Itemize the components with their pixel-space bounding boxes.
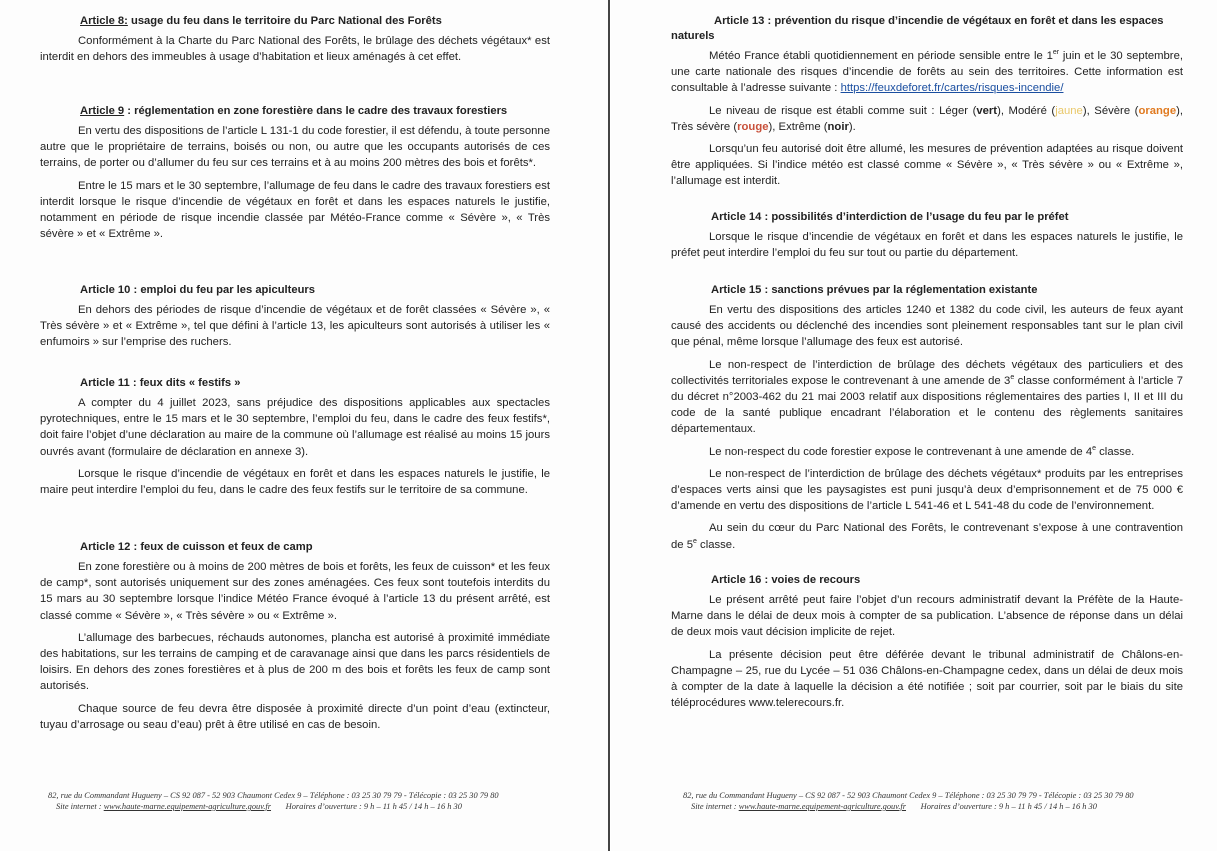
footer-address: 82, rue du Commandant Hugueny – CS 92 087 - 52 903 Chaumont Cedex 9 – Téléphone : 03 25 30 79 79 - Télécopie : 03 25 30 79 80: [48, 791, 499, 800]
article-13-p1-sup: er: [1052, 49, 1060, 57]
article-11-title: : feux dits « festifs »: [129, 377, 241, 389]
article-14-paragraph-1: Lorsque le risque d’incendie de végétaux en forêt et dans les espaces naturels le justifie, le préfet peut interdire l’emploi du feu sur tout ou partie du département.: [671, 231, 1183, 260]
left-page-footer: [48, 790, 499, 812]
article-13-p2-text-d: ), Très sévère (: [671, 104, 1184, 133]
article-15-paragraph-5: [671, 520, 1183, 552]
footer-opening-hours: Horaires d’ouverture : 9 h – 11 h 45 / 14 h – 16 h 30: [920, 802, 1097, 811]
article-15-paragraph-3: [671, 444, 1183, 460]
article-10-number: Article 10: [80, 284, 131, 296]
article-15-p5-text-a: Au sein du cœur du Parc National des Forêts, le contrevenant s’expose à une contravention de 5: [671, 522, 1183, 551]
article-16-paragraph-2: La présente décision peut être déférée devant le tribunal administratif de Châlons-en-Champagne – 25, rue du Lycée – 51 036 Châlons-en-Champagne cedex, dans un délai de deux mois à compter de la date à laquelle la décision a été notifiée ; soit par courrier, soit par le biais du site téléprocédures www.telerecours.fr.: [671, 648, 1183, 710]
article-13-p2-text-a: Le niveau de risque est établi comme suit : Léger (: [709, 104, 977, 117]
article-9-paragraph-2: Entre le 15 mars et le 30 septembre, l’allumage de feu dans le cadre des travaux forestiers est interdit lorsque le risque d’incendie de végétaux en forêt et dans les espaces naturels le justifie, notamment en période de risque incendie classée par Météo-France comme « Sévère », « Très sévère » et « Extrême ».: [40, 179, 550, 241]
article-13-paragraph-3: Lorsqu’un feu autorisé doit être allumé, les mesures de prévention adaptées au risque doivent être appliquées. Si l’indice météo est classé comme « Sévère », « Très sévère » ou « Extrême », l’allumage est interdit.: [671, 143, 1183, 188]
article-8: [40, 14, 550, 71]
article-9-paragraph-1: En vertu des dispositions de l’article L 131-1 du code forestier, il est défendu, à toute personne autre que le propriétaire de terrains, boisés ou non, ou autre que les occupants autorisés de ces terrains, de porter ou d’allumer du feu sur ces terrains et à au moins 200 mètres des bois et forêts*.: [40, 125, 550, 170]
level-orange: orange: [1138, 104, 1177, 117]
footer-line-2: [48, 801, 499, 812]
article-13: [671, 14, 1183, 196]
article-12-title: : feux de cuisson et feux de camp: [130, 541, 313, 553]
footer-site-link[interactable]: www.haute-marne.equipement-agriculture.gouv.fr: [738, 802, 907, 811]
article-14: [671, 210, 1183, 267]
article-13-p2-text-c: ), Sévère (: [1082, 104, 1139, 117]
article-16: [671, 573, 1183, 717]
article-11-number: Article 11: [80, 377, 130, 389]
article-15-p3-sup: e: [1092, 444, 1097, 452]
article-15-p2-sup: e: [1010, 374, 1015, 382]
article-10-title: : emploi du feu par les apiculteurs: [130, 284, 316, 296]
footer-site-link[interactable]: www.haute-marne.equipement-agriculture.gouv.fr: [103, 802, 272, 811]
article-15-p3-text-a: Le non-respect du code forestier expose le contrevenant à une amende de 4: [709, 445, 1093, 458]
article-15-paragraph-4: Le non-respect de l’interdiction de brûlage des déchets végétaux* produits par les entreprises d’espaces verts ainsi que les paysagistes est puni jusqu’à deux d’emprisonnement et de 75 000 € d’amende en vertu des dispositions de l’article L 541-46 et L 541-48 du code de l’environnement.: [671, 467, 1183, 513]
article-13-p2-text-f: ).: [848, 120, 856, 133]
article-9-heading: [40, 104, 550, 119]
article-9-title: : réglementation en zone forestière dans le cadre des travaux forestiers: [124, 105, 508, 117]
article-12-heading: [40, 540, 550, 555]
article-16-paragraph-1: Le présent arrêté peut faire l’objet d’un recours administratif devant la Préfète de la Haute-Marne dans le délai de deux mois à compter de sa publication. L’absence de réponse dans un délai de deux mois vaut décision implicite de rejet.: [671, 594, 1183, 639]
article-15-p5-sup: e: [693, 537, 697, 545]
article-11-heading: [40, 376, 550, 391]
article-13-p1-text-b: juin et le 30 septembre, une carte nationale des risques d’incendie de forêts au sein des territoires. Cette information est consultable à l’adresse suivante :: [671, 50, 1183, 95]
article-11: [40, 376, 550, 504]
article-12: [40, 540, 550, 739]
article-13-heading: Article 13 : prévention du risque d’incendie de végétaux en forêt et dans les espaces naturels: [671, 15, 1164, 42]
article-14-heading: Article 14 : possibilités d’interdiction de l’usage du feu par le préfet: [711, 211, 1069, 223]
right-page: [611, 0, 1217, 851]
article-15-paragraph-2: [671, 357, 1183, 438]
article-8-title: usage du feu dans le territoire du Parc National des Forêts: [127, 15, 442, 27]
footer-site-label: Site internet :: [691, 802, 739, 811]
article-15-p5-text-b: classe.: [696, 538, 736, 551]
article-11-paragraph-2: Lorsque le risque d’incendie de végétaux en forêt et dans les espaces naturels le justifie, le maire peut interdire l’emploi du feu, dans le cadre des feux festifs sur le territoire de sa commune.: [40, 467, 550, 497]
article-10: [40, 283, 550, 357]
article-9-number: Article 9: [80, 105, 125, 117]
level-jaune: jaune: [1055, 104, 1083, 117]
level-vert: vert: [976, 104, 998, 117]
right-page-footer: [683, 790, 1134, 812]
article-11-paragraph-1: A compter du 4 juillet 2023, sans préjudice des dispositions applicables aux spectacles pyrotechniques, entre le 15 mars et le 30 septembre, l’emploi du feu, dans le cadre des feux festifs*, doit faire l’objet d’une déclaration au maire de la commune où l’allumage est réalisé au moins 15 jours ouvrés avant (formulaire de déclaration en annexe 3).: [40, 397, 550, 458]
article-10-paragraph-1: En dehors des périodes de risque d’incendie de végétaux et de forêt classées « Sévère », « Très sévère » et « Extrême », tel que défini à l’article 13, les apiculteurs sont autorisés à utiliser les « enfumoirs » sur l’emprise des ruchers.: [40, 304, 550, 349]
page-divider: [608, 0, 610, 851]
level-noir: noir: [827, 120, 849, 133]
left-page: [0, 0, 608, 851]
article-10-heading: [40, 283, 550, 298]
article-9: [40, 104, 550, 248]
article-15-p2-text-b: classe conformément à l’article 7 du décret n°2003-462 du 21 mai 2003 relatif aux dispositions réglementaires des parties I, II et III du code de la santé publique encadrant l’élaboration et le contenu des règlements sanitaires départementaux.: [671, 374, 1184, 436]
article-8-paragraph-1: Conformément à la Charte du Parc National des Forêts, le brûlage des déchets végétaux* est interdit en dehors des immeubles à usage d’habitation et lieux aménagés à cet effet.: [40, 35, 550, 64]
article-13-paragraph-1: [671, 48, 1183, 97]
level-rouge: rouge: [737, 120, 769, 133]
article-13-paragraph-2: [671, 103, 1183, 135]
article-13-p1-text-a: Météo France établi quotidiennement en période sensible entre le 1: [709, 50, 1053, 62]
footer-address: 82, rue du Commandant Hugueny – CS 92 087 - 52 903 Chaumont Cedex 9 – Téléphone : 03 25 30 79 79 - Télécopie : 03 25 30 79 80: [683, 791, 1134, 800]
article-12-number: Article 12: [80, 541, 131, 553]
article-16-heading: Article 16 : voies de recours: [711, 574, 861, 586]
article-15-heading: Article 15 : sanctions prévues par la réglementation existante: [711, 284, 1038, 296]
footer-line-2: [683, 801, 1134, 812]
article-13-p2-text-e: ), Extrême (: [768, 120, 828, 133]
article-15-p3-text-b: classe.: [1096, 445, 1135, 458]
article-12-paragraph-3: Chaque source de feu devra être disposée à proximité directe d’un point d’eau (extincteur, tuyau d’arrosage ou seau d’eau) prêt à être utilisé en cas de besoin.: [40, 702, 550, 731]
article-13-p2-text-b: ), Modéré (: [997, 104, 1056, 117]
footer-site-label: Site internet :: [56, 802, 104, 811]
article-8-number: Article 8:: [80, 15, 128, 27]
article-15: [671, 283, 1183, 559]
article-15-p2-text-a: Le non-respect de l’interdiction de brûlage des déchets végétaux des particuliers et des collectivités territoriales expose le contrevenant à une amende de 3: [671, 358, 1183, 387]
article-12-paragraph-1: En zone forestière ou à moins de 200 mètres de bois et forêts, les feux de cuisson* et les feux de camp*, sont autorisés uniquement sur des zones aménagées. Ces feux sont toutefois interdits du 15 mars au 30 septembre lorsque l’indice Météo France évoqué à l’article 13 du présent arrêté, est classé comme « Sévère », « Très sévère » ou « Extrême ».: [40, 561, 550, 622]
footer-opening-hours: Horaires d’ouverture : 9 h – 11 h 45 / 14 h – 16 h 30: [285, 802, 462, 811]
article-12-paragraph-2: L’allumage des barbecues, réchauds autonomes, plancha est autorisé à proximité immédiate des habitations, sur les terrains de camping et de caravanage ainsi que dans les parcs résidentiels de loisirs. En dehors des zones forestières et à plus de 200 m des bois et forêts les feux de camp sont autorisés.: [40, 631, 550, 693]
risk-map-link[interactable]: https://feuxdeforet.fr/cartes/risques-incendie/: [840, 82, 1064, 95]
article-15-paragraph-1: En vertu des dispositions des articles 1240 et 1382 du code civil, les auteurs de feux ayant causé des accidents ou déclenché des incendies sont pleinement responsables tant sur le plan civil que pénal, même lorsque l’allumage des feux est autorisé.: [671, 304, 1183, 349]
article-8-heading: [40, 14, 550, 29]
